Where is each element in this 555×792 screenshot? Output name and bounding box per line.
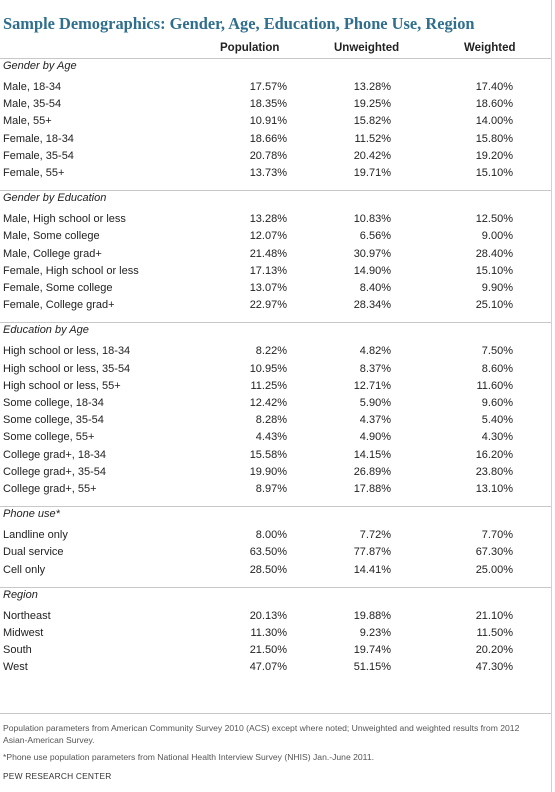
table-row: [0, 380, 555, 397]
table-row: [0, 483, 555, 500]
cell-weighted: 5.40%: [481, 414, 513, 427]
cell-weighted: 23.80%: [475, 465, 513, 478]
cell-unweighted: 7.72%: [359, 529, 391, 542]
row-label: Female, 35-54: [3, 149, 74, 162]
section-heading: Region: [3, 588, 38, 601]
cell-unweighted: 11.52%: [354, 132, 391, 145]
table-row: [0, 449, 555, 466]
row-label: Female, High school or less: [3, 264, 139, 277]
section-divider: [0, 58, 551, 59]
row-label: College grad+, 55+: [3, 483, 97, 495]
cell-weighted: 25.10%: [475, 299, 513, 312]
row-label: Midwest: [3, 627, 44, 639]
cell-population: 12.07%: [249, 230, 287, 243]
row-label: College grad+, 35-54: [3, 465, 107, 478]
table-row: [0, 546, 555, 563]
table-row: [0, 397, 555, 414]
section-divider: [0, 587, 551, 588]
row-label: Female, 55+: [3, 167, 65, 179]
cell-unweighted: 19.88%: [353, 609, 391, 622]
table-row: [0, 150, 555, 167]
table-row: [0, 644, 555, 661]
cell-unweighted: 8.40%: [359, 282, 391, 294]
cell-unweighted: 8.37%: [359, 362, 391, 375]
cell-weighted: 7.50%: [481, 345, 513, 358]
cell-weighted: 12.50%: [475, 213, 513, 226]
cell-unweighted: 4.82%: [359, 345, 391, 358]
cell-weighted: 13.10%: [475, 483, 513, 495]
cell-weighted: 67.30%: [475, 546, 513, 559]
cell-population: 8.22%: [255, 345, 287, 358]
cell-weighted: 47.30%: [475, 661, 513, 674]
table-row: [0, 167, 555, 184]
row-label: Cell only: [3, 563, 46, 576]
cell-weighted: 19.20%: [475, 149, 513, 162]
cell-unweighted: 14.15%: [353, 448, 391, 461]
cell-population: 10.91%: [249, 115, 287, 128]
cell-population: 18.35%: [249, 98, 287, 111]
cell-weighted: 18.60%: [475, 98, 513, 111]
cell-unweighted: 9.23%: [359, 627, 391, 639]
cell-population: 12.42%: [249, 397, 287, 409]
table-row: [0, 115, 555, 132]
table-row: [0, 345, 555, 362]
table-row: [0, 133, 555, 150]
row-label: Landline only: [3, 529, 68, 542]
cell-unweighted: 30.97%: [353, 247, 391, 260]
cell-population: 18.66%: [249, 132, 287, 145]
cell-weighted: 15.80%: [475, 132, 513, 145]
section-divider: [0, 190, 551, 191]
table-row: [0, 661, 555, 678]
row-label: West: [3, 661, 28, 674]
footnote-sources: Population parameters from American Community Survey 2010 (ACS) except where noted; Unweighted and weighted results from 2012 Asian-American Survey.: [3, 723, 520, 745]
cell-population: 11.30%: [250, 627, 287, 639]
cell-weighted: 20.20%: [475, 644, 513, 657]
table-row: [0, 529, 555, 546]
cell-weighted: 17.40%: [475, 81, 513, 93]
cell-weighted: 25.00%: [475, 563, 513, 576]
table-row: [0, 466, 555, 483]
cell-population: 63.50%: [249, 546, 287, 559]
cell-unweighted: 19.71%: [353, 167, 391, 179]
column-header-population: Population: [220, 42, 280, 54]
row-label: High school or less, 35-54: [3, 362, 131, 375]
cell-unweighted: 17.88%: [353, 483, 391, 495]
table-row: [0, 98, 555, 115]
cell-unweighted: 4.90%: [359, 431, 391, 444]
table-row: [0, 81, 555, 98]
bottom-divider: [0, 713, 551, 714]
table-row: [0, 248, 555, 265]
cell-unweighted: 10.83%: [353, 213, 391, 226]
column-header-unweighted: Unweighted: [334, 42, 400, 54]
cell-weighted: 14.00%: [475, 115, 513, 128]
cell-weighted: 4.30%: [481, 431, 513, 444]
row-label: Male, High school or less: [3, 213, 126, 226]
cell-weighted: 28.40%: [475, 247, 513, 260]
cell-population: 22.97%: [249, 299, 287, 312]
cell-unweighted: 15.82%: [353, 115, 391, 128]
table-title: Sample Demographics: Gender, Age, Education, Phone Use, Region: [3, 14, 475, 33]
row-label: Male, 35-54: [3, 98, 62, 111]
column-header-weighted: Weighted: [464, 42, 516, 54]
cell-unweighted: 19.25%: [353, 98, 391, 111]
cell-unweighted: 14.41%: [353, 563, 391, 576]
row-label: Male, College grad+: [3, 247, 102, 260]
section-divider: [0, 506, 551, 507]
cell-population: 13.28%: [249, 213, 287, 226]
cell-unweighted: 5.90%: [359, 397, 391, 409]
row-label: Some college, 55+: [3, 431, 95, 444]
row-label: High school or less, 55+: [3, 379, 121, 392]
cell-unweighted: 14.90%: [353, 264, 391, 277]
row-label: Dual service: [3, 546, 64, 559]
row-label: Male, 55+: [3, 115, 52, 128]
cell-weighted: 8.60%: [481, 362, 513, 375]
cell-weighted: 9.00%: [481, 230, 513, 243]
cell-unweighted: 19.74%: [353, 644, 391, 657]
cell-population: 8.00%: [255, 529, 287, 542]
row-label: Female, College grad+: [3, 299, 115, 312]
row-label: College grad+, 18-34: [3, 448, 107, 461]
table-row: [0, 564, 555, 581]
column-header-row: [0, 42, 555, 58]
cell-weighted: 9.90%: [481, 282, 513, 294]
cell-population: 21.48%: [249, 247, 287, 260]
footnote-phone-use: *Phone use population parameters from National Health Interview Survey (NHIS) Jan.-June 2011.: [3, 752, 374, 762]
cell-population: 21.50%: [249, 644, 287, 657]
cell-weighted: 9.60%: [481, 397, 513, 409]
cell-population: 17.57%: [249, 81, 287, 93]
cell-population: 47.07%: [249, 661, 287, 674]
row-label: Female, 18-34: [3, 132, 74, 145]
row-label: Female, Some college: [3, 282, 113, 294]
section-heading: Phone use*: [3, 508, 60, 521]
section-heading: Education by Age: [3, 324, 89, 337]
cell-population: 11.25%: [250, 379, 287, 392]
table-row: [0, 431, 555, 448]
cell-population: 13.07%: [249, 282, 287, 294]
section-heading: Gender by Education: [3, 192, 107, 205]
row-label: Northeast: [3, 609, 51, 622]
row-label: South: [3, 644, 32, 657]
cell-unweighted: 77.87%: [353, 546, 391, 559]
cell-population: 13.73%: [249, 167, 287, 179]
row-label: Male, 18-34: [3, 81, 62, 93]
table-row: [0, 414, 555, 431]
cell-weighted: 7.70%: [481, 529, 513, 542]
cell-population: 8.97%: [255, 483, 287, 495]
table-row: [0, 282, 555, 299]
cell-unweighted: 4.37%: [359, 414, 391, 427]
cell-unweighted: 20.42%: [353, 149, 391, 162]
cell-weighted: 11.60%: [476, 379, 513, 392]
cell-unweighted: 6.56%: [359, 230, 391, 243]
cell-weighted: 15.10%: [475, 167, 513, 179]
cell-population: 10.95%: [249, 362, 287, 375]
row-label: Some college, 35-54: [3, 414, 104, 427]
table-row: [0, 213, 555, 230]
cell-population: 17.13%: [249, 264, 287, 277]
section-divider: [0, 322, 551, 323]
table-row: [0, 299, 555, 316]
cell-weighted: 16.20%: [475, 448, 513, 461]
row-label: Some college, 18-34: [3, 397, 104, 409]
source-credit: PEW RESEARCH CENTER: [3, 771, 112, 781]
cell-unweighted: 12.71%: [353, 379, 391, 392]
table-row: [0, 363, 555, 380]
cell-unweighted: 28.34%: [353, 299, 391, 312]
cell-population: 4.43%: [255, 431, 287, 444]
cell-population: 20.13%: [249, 609, 287, 622]
table-row: [0, 610, 555, 627]
cell-unweighted: 26.89%: [353, 465, 391, 478]
cell-weighted: 11.50%: [476, 627, 513, 639]
section-heading: Gender by Age: [3, 60, 77, 72]
table-row: [0, 230, 555, 247]
table-row: [0, 627, 555, 644]
table-row: [0, 265, 555, 282]
cell-unweighted: 51.15%: [353, 661, 391, 674]
cell-unweighted: 13.28%: [353, 81, 391, 93]
row-label: High school or less, 18-34: [3, 345, 131, 358]
row-label: Male, Some college: [3, 230, 100, 243]
cell-population: 20.78%: [249, 149, 287, 162]
cell-population: 8.28%: [255, 414, 287, 427]
cell-weighted: 15.10%: [475, 264, 513, 277]
cell-population: 19.90%: [249, 465, 287, 478]
cell-population: 15.58%: [249, 448, 287, 461]
cell-population: 28.50%: [249, 563, 287, 576]
cell-weighted: 21.10%: [475, 609, 513, 622]
